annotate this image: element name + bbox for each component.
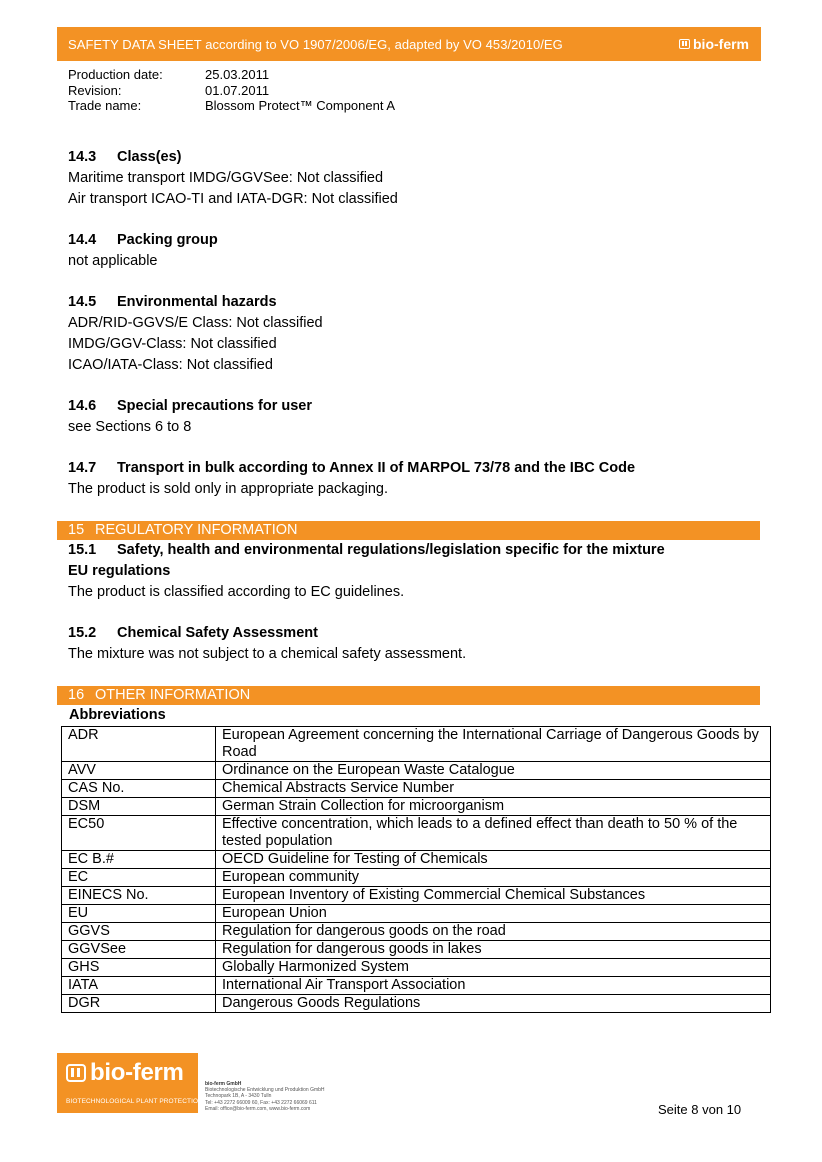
table-row xyxy=(62,780,771,798)
table-row xyxy=(62,762,771,780)
abbreviation-cell: DSM xyxy=(62,798,216,816)
description-cell: Ordinance on the European Waste Catalogue xyxy=(216,762,771,780)
address-line: Biotechnologische Entwicklung und Produktion GmbH xyxy=(205,1087,325,1094)
section-heading xyxy=(68,396,768,417)
section-title: Safety, health and environmental regulations/legislation specific for the mixture xyxy=(117,542,665,558)
book-logo-icon xyxy=(66,1064,86,1082)
footer-logo xyxy=(57,1053,203,1113)
table-row xyxy=(62,905,771,923)
section-title: Chemical Safety Assessment xyxy=(117,625,318,641)
book-logo-icon xyxy=(679,39,690,49)
section-15-band xyxy=(57,521,760,540)
abbreviation-cell: ADR xyxy=(62,727,216,762)
description-cell: Regulation for dangerous goods on the road xyxy=(216,923,771,941)
footer-tagline: BIOTECHNOLOGICAL PLANT PROTECTION xyxy=(66,1098,203,1105)
section-number: 14.3 xyxy=(68,149,97,165)
abbreviation-cell: EU xyxy=(62,905,216,923)
section-text: The product is classified according to EC guidelines. xyxy=(68,584,405,600)
description-cell: German Strain Collection for microorganism xyxy=(216,798,771,816)
description-cell: Effective concentration, which leads to a defined effect than death to 50 % of the tested population xyxy=(216,816,771,851)
table-row xyxy=(62,727,771,762)
address-line: Email: office@bio-ferm.com, www.bio-ferm.com xyxy=(205,1105,311,1112)
meta-label: Revision: xyxy=(68,82,122,98)
abbreviation-cell: GGVSee xyxy=(62,941,216,959)
band-title: OTHER INFORMATION xyxy=(95,687,251,703)
section-title: Class(es) xyxy=(117,149,182,165)
meta-value: Blossom Protect™ Component A xyxy=(205,98,396,113)
table-row xyxy=(62,816,771,851)
section-heading xyxy=(68,623,768,644)
section-text: The mixture was not subject to a chemical safety assessment. xyxy=(68,646,467,662)
section-text: The product is sold only in appropriate packaging. xyxy=(68,481,388,497)
meta-trade-name xyxy=(68,98,395,114)
section-title: Packing group xyxy=(117,232,218,248)
footer-address xyxy=(205,1081,325,1112)
section-heading xyxy=(68,147,768,168)
section-title: Environmental hazards xyxy=(117,294,277,310)
section-text: see Sections 6 to 8 xyxy=(68,419,192,435)
section-text: not applicable xyxy=(68,253,158,269)
description-cell: Dangerous Goods Regulations xyxy=(216,995,771,1013)
footer-brand xyxy=(66,1059,184,1087)
meta-label: Trade name: xyxy=(68,98,142,113)
section-heading xyxy=(68,540,768,561)
abbreviation-cell: EC B.# xyxy=(62,851,216,869)
meta-value: 25.03.2011 xyxy=(205,67,270,82)
band-title: REGULATORY INFORMATION xyxy=(95,522,298,538)
header-bar xyxy=(57,27,761,61)
abbreviation-cell: GGVS xyxy=(62,923,216,941)
section-14-3 xyxy=(68,147,768,210)
abbreviations-title: Abbreviations xyxy=(69,707,166,723)
document-meta xyxy=(68,67,395,114)
table-row xyxy=(62,941,771,959)
description-cell: Regulation for dangerous goods in lakes xyxy=(216,941,771,959)
abbreviation-cell: IATA xyxy=(62,977,216,995)
section-number: 14.7 xyxy=(68,460,97,476)
header-title: SAFETY DATA SHEET according to VO 1907/2006/EG, adapted by VO 453/2010/EG xyxy=(68,36,563,52)
section-text: ICAO/IATA-Class: Not classified xyxy=(68,357,273,373)
section-text: Air transport ICAO-TI and IATA-DGR: Not classified xyxy=(68,191,398,207)
meta-revision xyxy=(68,83,395,99)
section-title: Special precautions for user xyxy=(117,398,313,414)
table-row xyxy=(62,887,771,905)
abbreviation-cell: DGR xyxy=(62,995,216,1013)
table-row xyxy=(62,959,771,977)
section-title: Transport in bulk according to Annex II of MARPOL 73/78 and the IBC Code xyxy=(117,460,636,476)
header-logo-text: bio-ferm xyxy=(693,36,749,52)
abbreviation-cell: EINECS No. xyxy=(62,887,216,905)
page-number: Seite 8 von 10 xyxy=(658,1102,742,1117)
section-text: Maritime transport IMDG/GGVSee: Not classified xyxy=(68,170,384,186)
footer-brand-text: bio-ferm xyxy=(90,1059,184,1086)
description-cell: European Union xyxy=(216,905,771,923)
section-number: 14.5 xyxy=(68,294,97,310)
section-number: 14.6 xyxy=(68,398,97,414)
section-14-7 xyxy=(68,458,768,500)
abbreviation-cell: AVV xyxy=(62,762,216,780)
abbreviations-table xyxy=(61,726,771,1013)
section-heading xyxy=(68,230,768,251)
address-line: bio-ferm GmbH xyxy=(205,1081,242,1087)
table-row xyxy=(62,798,771,816)
section-number: 15.1 xyxy=(68,542,97,558)
section-text: IMDG/GGV-Class: Not classified xyxy=(68,336,277,352)
table-row xyxy=(62,995,771,1013)
section-14-6 xyxy=(68,396,768,438)
band-number: 15 xyxy=(68,522,85,538)
description-cell: European community xyxy=(216,869,771,887)
subsection-heading: EU regulations xyxy=(68,563,171,579)
section-15-1 xyxy=(68,540,768,603)
abbreviation-cell: EC xyxy=(62,869,216,887)
description-cell: Globally Harmonized System xyxy=(216,959,771,977)
meta-label: Production date: xyxy=(68,67,163,82)
section-14-5 xyxy=(68,292,768,376)
abbreviation-cell: EC50 xyxy=(62,816,216,851)
section-16-band xyxy=(57,686,760,705)
section-text: ADR/RID-GGVS/E Class: Not classified xyxy=(68,315,323,331)
description-cell: European Inventory of Existing Commercial Chemical Substances xyxy=(216,887,771,905)
section-15-2 xyxy=(68,623,768,665)
section-heading xyxy=(68,292,768,313)
address-line: Technopark 1B, A - 3430 Tulln xyxy=(205,1093,272,1100)
section-14-4 xyxy=(68,230,768,272)
description-cell: European Agreement concerning the International Carriage of Dangerous Goods by Road xyxy=(216,727,771,762)
section-number: 15.2 xyxy=(68,625,97,641)
band-number: 16 xyxy=(68,687,85,703)
section-15-content xyxy=(68,540,768,685)
description-cell: Chemical Abstracts Service Number xyxy=(216,780,771,798)
description-cell: International Air Transport Association xyxy=(216,977,771,995)
description-cell: OECD Guideline for Testing of Chemicals xyxy=(216,851,771,869)
section-heading xyxy=(68,458,768,479)
meta-production-date xyxy=(68,67,395,83)
abbreviation-cell: CAS No. xyxy=(62,780,216,798)
table-row xyxy=(62,869,771,887)
meta-value: 01.07.2011 xyxy=(205,82,270,98)
header-logo xyxy=(679,36,749,52)
address-line: Tel: +43 2272 66009 60, Fax: +43 2272 66069 611 xyxy=(205,1099,317,1106)
section-number: 14.4 xyxy=(68,232,97,248)
table-row xyxy=(62,851,771,869)
section-14-content xyxy=(68,147,768,520)
table-row xyxy=(62,977,771,995)
abbreviation-cell: GHS xyxy=(62,959,216,977)
table-row xyxy=(62,923,771,941)
